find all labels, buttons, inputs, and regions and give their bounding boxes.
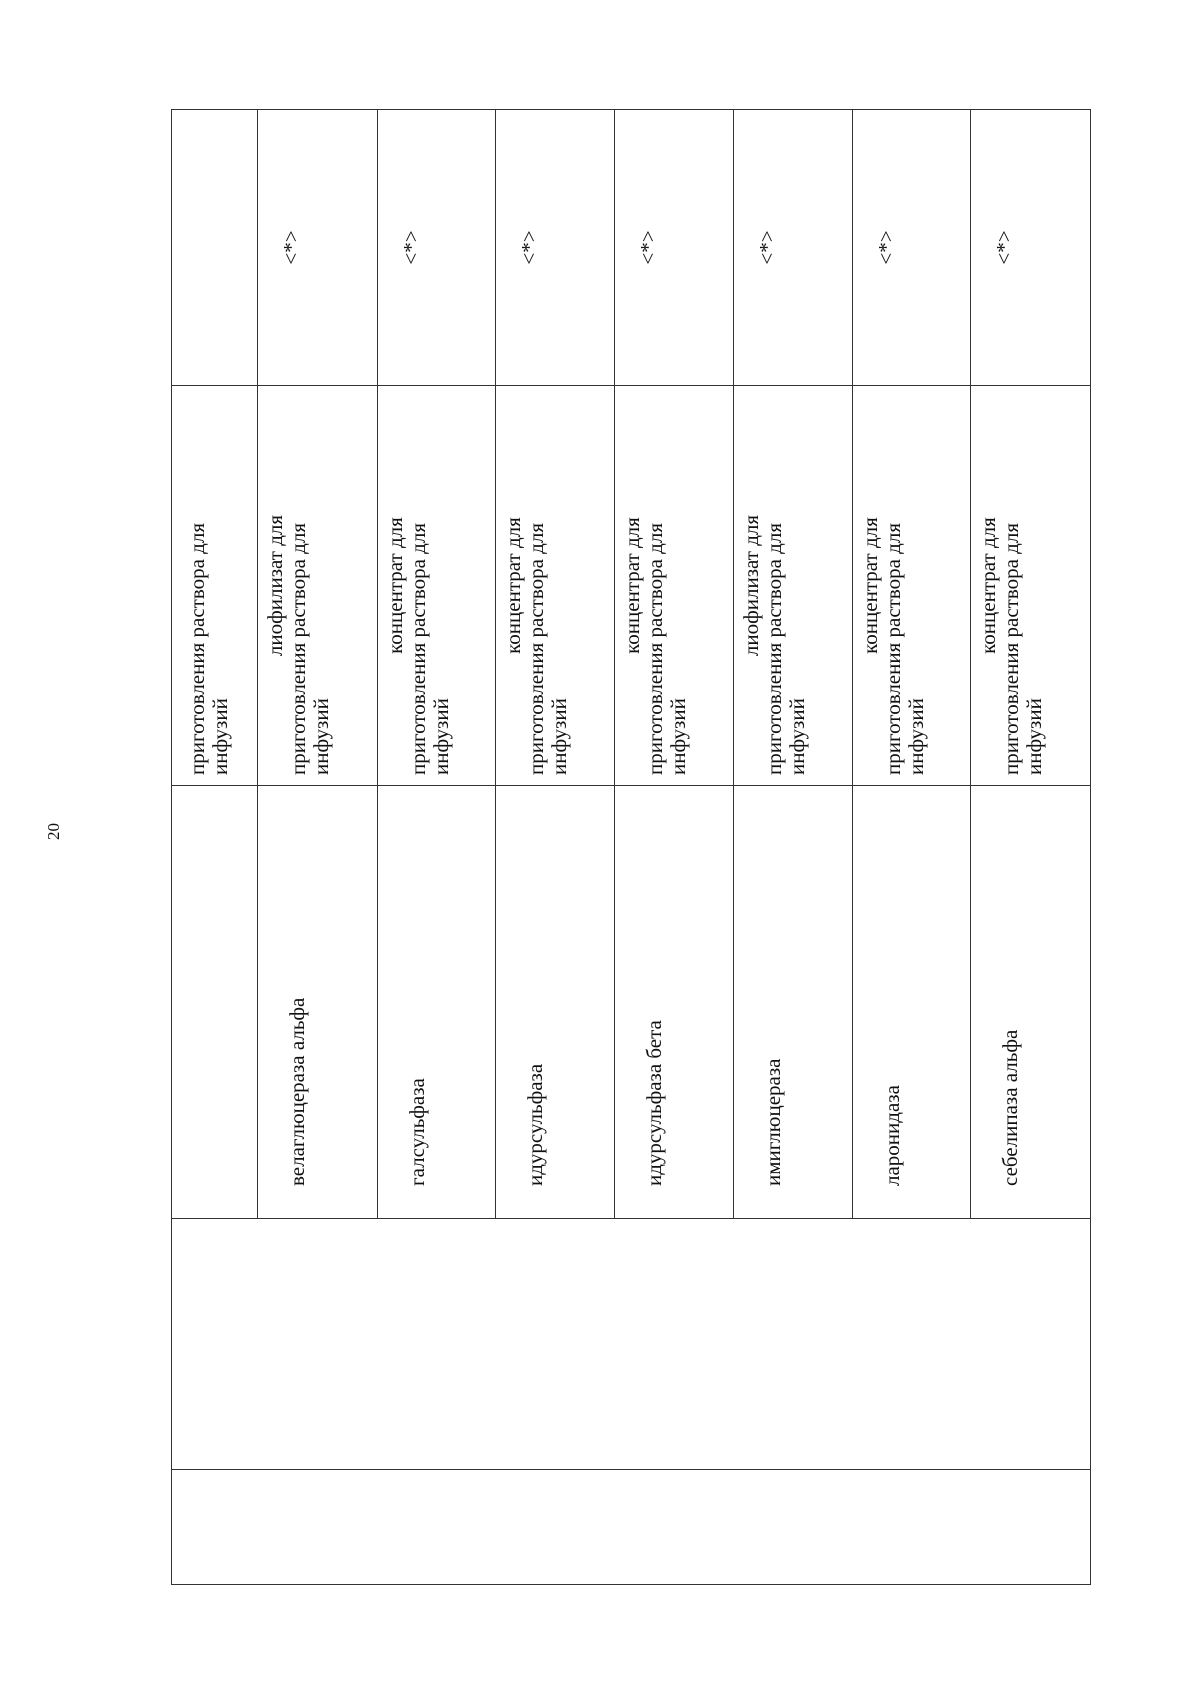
dosage-form-line: приготовления раствора для <box>286 523 311 775</box>
dosage-form-line: концентрат для <box>620 517 645 654</box>
note-cell <box>495 110 614 386</box>
drug-name: велаглюцераза альфа <box>285 997 310 1186</box>
note-marker: <*> <box>516 230 541 265</box>
note-marker <box>172 110 194 385</box>
dosage-form-line: приготовления раствора для <box>405 523 430 775</box>
atc-code-cell <box>172 1470 1091 1585</box>
drug-name-cell <box>377 786 495 1219</box>
dosage-form-cell <box>853 386 971 786</box>
note-cell <box>971 110 1091 386</box>
drug-table <box>171 109 1091 1585</box>
dosage-form-line: инфузий <box>546 698 571 775</box>
drug-name-cell <box>971 786 1091 1219</box>
dosage-form-line: инфузий <box>309 698 334 775</box>
drug-table-rotated <box>171 110 1091 1585</box>
table-row <box>172 110 258 1585</box>
dosage-form-cell <box>733 386 852 786</box>
dosage-form-line: инфузий <box>1022 698 1047 775</box>
dosage-form-cell <box>971 386 1091 786</box>
note-cell <box>377 110 495 386</box>
note-cell <box>733 110 852 386</box>
drug-name: имиглюцераза <box>760 1058 785 1186</box>
dosage-form-line: инфузий <box>784 698 809 775</box>
dosage-form-line: инфузий <box>428 698 453 775</box>
dosage-form-line: приготовления раствора для <box>523 523 548 775</box>
dosage-form-line: инфузий <box>208 698 232 775</box>
page-number: 20 <box>44 823 63 840</box>
drug-name-cell <box>853 786 971 1219</box>
dosage-form-cell <box>615 386 733 786</box>
dosage-form-line: концентрат для <box>500 517 525 654</box>
dosage-form-line: приготовления раствора для <box>185 523 209 775</box>
drug-name-cell <box>172 786 258 1219</box>
drug-name <box>172 786 200 1218</box>
note-marker: <*> <box>754 230 779 265</box>
dosage-form-line: приготовления раствора для <box>999 523 1024 775</box>
note-cell <box>615 110 733 386</box>
dosage-form-cell <box>258 386 377 786</box>
drug-name-cell <box>733 786 852 1219</box>
dosage-form-cell <box>377 386 495 786</box>
dosage-form-line: концентрат для <box>976 517 1001 654</box>
drug-table-body <box>172 110 1091 1585</box>
drug-name: ларонидаза <box>880 1085 905 1186</box>
note-cell <box>853 110 971 386</box>
drug-name-cell <box>258 786 377 1219</box>
drug-name-cell <box>495 786 614 1219</box>
note-marker: <*> <box>279 230 304 265</box>
dosage-form-line: приготовления раствора для <box>761 523 786 775</box>
dosage-form-line: инфузий <box>666 698 691 775</box>
drug-name: идурсульфаза бета <box>642 1020 667 1186</box>
dosage-form-line: концентрат для <box>858 517 883 654</box>
note-cell <box>258 110 377 386</box>
dosage-form-cell <box>495 386 614 786</box>
dosage-form-line: лиофилизат для <box>263 514 288 657</box>
drug-name-cell <box>615 786 733 1219</box>
dosage-form-line: концентрат для <box>382 517 407 654</box>
dosage-form-line: инфузий <box>904 698 929 775</box>
dosage-form-line: лиофилизат для <box>738 514 763 657</box>
drug-name: идурсульфаза <box>522 1063 547 1186</box>
dosage-form-cell <box>172 386 258 786</box>
note-marker: <*> <box>636 230 661 265</box>
drug-name: галсульфаза <box>404 1078 429 1186</box>
dosage-form-line: приготовления раствора для <box>643 523 668 775</box>
note-marker: <*> <box>992 230 1017 265</box>
drug-name: себелипаза альфа <box>998 1029 1023 1186</box>
group-cell <box>172 1219 1091 1470</box>
note-cell <box>172 110 258 386</box>
note-marker: <*> <box>874 230 899 265</box>
dosage-form-line: приготовления раствора для <box>881 523 906 775</box>
note-marker: <*> <box>398 230 423 265</box>
